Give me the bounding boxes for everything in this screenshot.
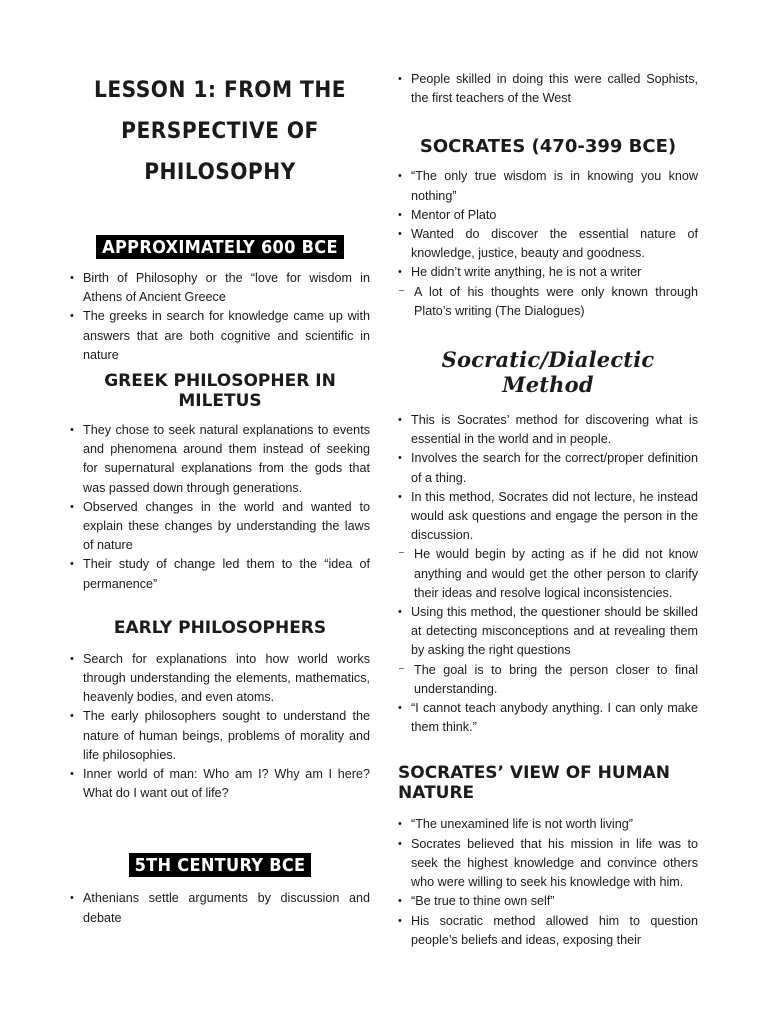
list-item: • In this method, Socrates did not lecture, he instead would ask questions and engage the person in the discussion. (398, 488, 698, 546)
heading-label: APPROXIMATELY 600 BCE (96, 235, 344, 259)
heading-socratic-dialectic-method: Socratic/Dialectic Method (441, 347, 655, 398)
list-socratic-method (398, 411, 698, 737)
list-item: • This is Socrates’ method for discovering what is essential in the world and in people. (398, 411, 698, 449)
heading-socrates-view-human-nature: SOCRATES’ VIEW OF HUMAN NATURE (398, 763, 671, 804)
list-item: • Observed changes in the world and wanted to explain these changes by understanding the laws of nature (70, 498, 370, 556)
list-item: • “The unexamined life is not worth living” (398, 815, 698, 834)
list-item: • Their study of change led them to the “idea of permanence” (70, 555, 370, 593)
list-item: • The greeks in search for knowledge came up with answers that are both cognitive and scientific in nature (70, 307, 370, 365)
list-item: • Involves the search for the correct/proper definition of a thing. (398, 449, 698, 487)
list-subitem: ⁻ A lot of his thoughts were only known through Plato’s writing (The Dialogues) (398, 283, 698, 321)
list-item: • Athenians settle arguments by discussion and debate (70, 889, 370, 927)
list-5th-century (70, 889, 370, 927)
list-item: • Birth of Philosophy or the “love for wisdom in Athens of Ancient Greece (70, 269, 370, 307)
list-early-philosophers (70, 650, 370, 804)
heading-greek-philosopher-miletus: GREEK PHILOSOPHER IN MILETUS (104, 371, 336, 412)
list-600-bce (70, 269, 370, 365)
heading-label: 5TH CENTURY BCE (129, 853, 312, 877)
list-item: • His socratic method allowed him to question people’s beliefs and ideas, exposing their (398, 912, 698, 950)
list-item: • Inner world of man: Who am I? Why am I here? What do I want out of life? (70, 765, 370, 803)
lesson-title (70, 70, 370, 193)
list-item: • “I cannot teach anybody anything. I can only make them think.” (398, 699, 698, 737)
left-column (70, 70, 370, 928)
list-item: • Wanted do discover the essential nature of knowledge, justice, beauty and goodness. (398, 225, 698, 263)
list-miletus (70, 421, 370, 594)
list-item: • People skilled in doing this were called Sophists, the first teachers of the West (398, 70, 698, 108)
right-column (398, 70, 698, 950)
title-line-2: PERSPECTIVE OF (121, 119, 319, 144)
list-item: • Search for explanations into how world works through understanding the elements, mathematics, heavenly bodies, and even atoms. (70, 650, 370, 708)
title-line-3: PHILOSOPHY (144, 160, 296, 185)
list-subitem: ⁻ He would begin by acting as if he did not know anything and would get the other person to clarify their ideas and resolve logical inconsistencies. (398, 545, 698, 603)
heading-5th-century-bce (70, 853, 370, 877)
heading-approximately-600-bce (70, 235, 370, 259)
list-item: • The early philosophers sought to understand the nature of human beings, problems of morality and life philosophies. (70, 707, 370, 765)
heading-socrates: SOCRATES (470-399 BCE) (419, 136, 677, 158)
list-item: • He didn’t write anything, he is not a writer (398, 263, 698, 282)
list-human-nature (398, 815, 698, 949)
list-item: • Mentor of Plato (398, 206, 698, 225)
list-subitem: ⁻ The goal is to bring the person closer to final understanding. (398, 661, 698, 699)
list-item: • Socrates believed that his mission in life was to seek the highest knowledge and convince others who were willing to seek his knowledge with him. (398, 835, 698, 893)
heading-early-philosophers: EARLY PHILOSOPHERS (113, 617, 327, 638)
list-sophists (398, 70, 698, 108)
list-item: • Using this method, the questioner should be skilled at detecting misconceptions and at revealing them by asking the right questions (398, 603, 698, 661)
list-socrates (398, 167, 698, 321)
list-item: • They chose to seek natural explanations to events and phenomena around them instead of seeking for supernatural explanations from the gods that was passed down through generations. (70, 421, 370, 498)
list-item: • “Be true to thine own self” (398, 892, 698, 911)
title-line-1: LESSON 1: FROM THE (93, 78, 347, 103)
list-item: • “The only true wisdom is in knowing you know nothing” (398, 167, 698, 205)
